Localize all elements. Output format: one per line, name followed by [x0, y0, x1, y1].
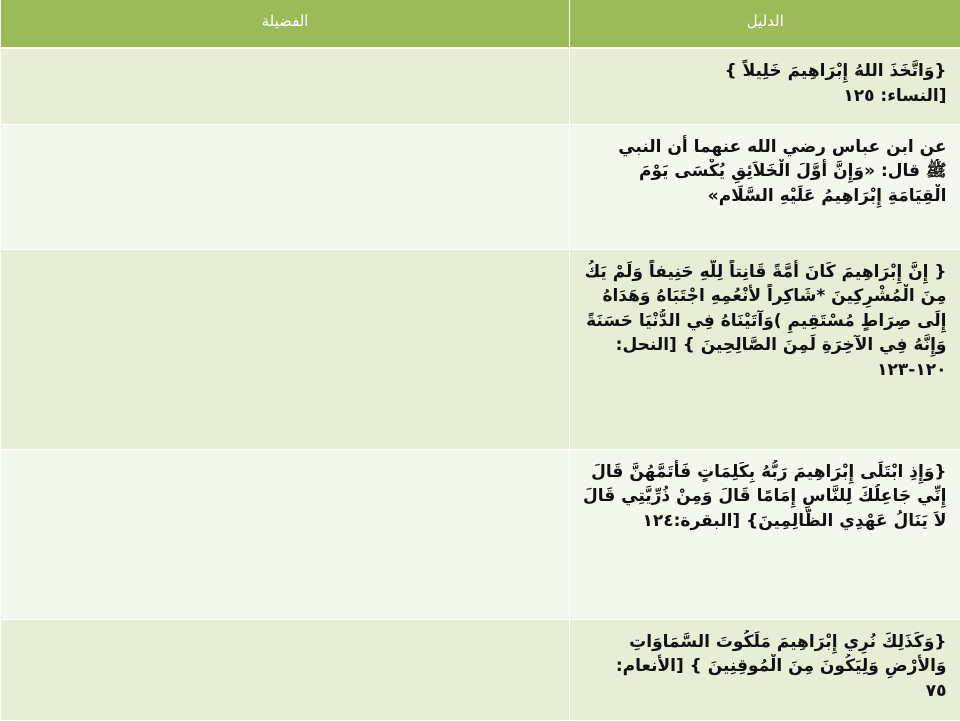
evidence-line: مِنَ الْمُشْرِكِينَ *شَاكِراً لأَنْعُمِهِ اجْتَبَاهُ وَهَدَاهُ	[580, 284, 947, 309]
column-header-virtue: الفضيلة	[1, 0, 570, 48]
header-row	[1, 0, 960, 48]
virtue-cell	[1, 449, 570, 619]
virtue-cell	[1, 249, 570, 449]
evidence-cell	[570, 124, 960, 249]
column-header-evidence: الدليل	[570, 0, 960, 48]
evidence-line: [النساء: ١٢٥	[580, 84, 947, 109]
evidence-line: لاَ يَنَالُ عَهْدِي الظَّالِمِينَ} [البقرة:١٢٤	[580, 509, 947, 534]
evidence-line: إِلَى صِرَاطٍ مُسْتَقِيمٍ )وَآتَيْنَاهُ فِي الدُّنْيَا حَسَنَةً	[580, 309, 947, 334]
evidence-line: {وَإِذِ ابْتَلَى إِبْرَاهِيمَ رَبُّهُ بِكَلِمَاتٍ فَأَتَمَّهُنَّ قَالَ	[580, 460, 947, 485]
table-row	[1, 449, 960, 619]
table-row	[1, 48, 960, 124]
table-row	[1, 249, 960, 449]
evidence-line: وَإِنَّهُ فِي الآخِرَةِ لَمِنَ الصَّالِحِينَ } [النحل:	[580, 333, 947, 358]
evidence-line: { إِنَّ إِبْرَاهِيمَ كَانَ أُمَّةً قَانِتاً لِلَّهِ حَنِيفاً وَلَمْ يَكُ	[580, 260, 947, 285]
virtue-cell	[1, 124, 570, 249]
evidence-line: عن ابن عباس رضي الله عنهما أن النبي	[580, 135, 947, 160]
evidence-line: {وَكَذَلِكَ نُرِي إِبْرَاهِيمَ مَلَكُوتَ السَّمَاوَاتِ	[580, 630, 947, 655]
evidence-line: ١٢٠-١٢٣	[580, 358, 947, 383]
evidence-line: ﷺ قال: «وَإِنَّ أَوَّلَ الْخَلاَئِقِ يُكْسَى يَوْمَ	[580, 159, 947, 184]
evidence-line: إِنِّي جَاعِلُكَ لِلنَّاسِ إِمَامًا قَالَ وَمِنْ ذُرِّيَّتِي قَالَ	[580, 484, 947, 509]
evidence-cell	[570, 249, 960, 449]
evidence-cell	[570, 449, 960, 619]
evidence-line: ٧٥	[580, 679, 947, 704]
evidence-line: {وَاتَّخَذَ اللهُ إِبْرَاهِيمَ خَلِيلاً }	[580, 59, 947, 84]
evidence-line: الْقِيَامَةِ إِبْرَاهِيمُ عَلَيْهِ السَّلَام»	[580, 184, 947, 209]
evidence-cell	[570, 619, 960, 720]
evidence-cell	[570, 48, 960, 124]
virtue-cell	[1, 48, 570, 124]
virtue-cell	[1, 619, 570, 720]
table-row	[1, 619, 960, 720]
evidence-line: وَالأَرْضِ وَلِيَكُونَ مِنَ الْمُوقِنِينَ } [الأنعام:	[580, 654, 947, 679]
table-row	[1, 124, 960, 249]
